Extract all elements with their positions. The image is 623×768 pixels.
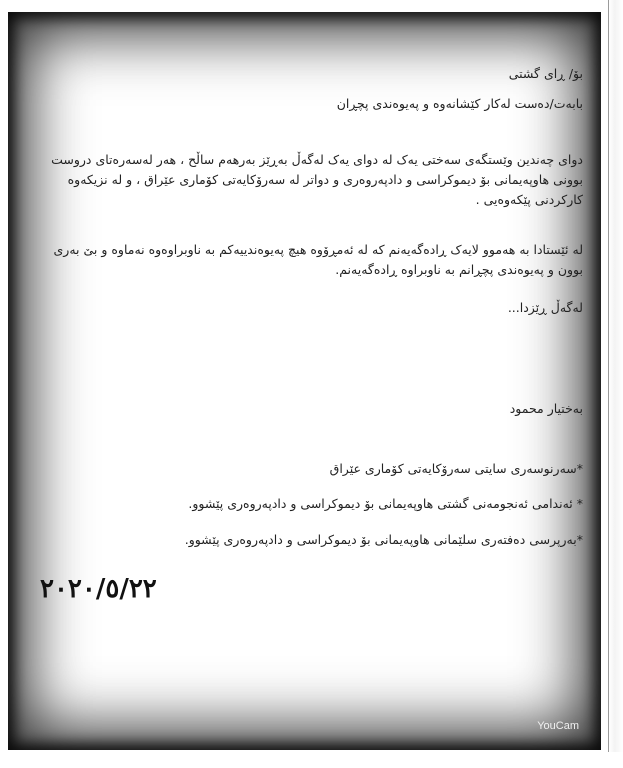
signer-title-3: *بەرپرسی دەفتەری سلێمانی هاوپەیمانی بۆ دیموکراسی و دادپەروەری پێشوو. (184, 532, 583, 547)
page-edge (608, 0, 623, 768)
letter-date: ٢٠٢٠/٥/٢٢ (40, 574, 157, 604)
letter-recipient: بۆ/ ڕای گشتی (508, 66, 583, 81)
signer-title-2: * ئەندامی ئەنجومەنی گشتی هاوپەیمانی بۆ دیموکراسی و دادپەروەری پێشوو. (188, 496, 583, 511)
letter-paragraph-1: دوای چەندین وێستگەی سەختی یەک لە دوای یەک لەگەڵ بەڕێز بەرهەم ساڵح ، هەر لەسەرەتای دروست بوونی هاوپەیمانی بۆ دیموکراسی و دادپەروەری و دواتر لە سەرۆکایەتی کۆماری عێراق ، و لە نزیکەوە کارکردنی پێکەوەیی . (51, 152, 583, 207)
page-bottom-margin (0, 752, 623, 768)
letter-paragraph-2: لە ئێستادا بە هەموو لایەک ڕادەگەیەنم کە لە ئەمڕۆوە هیچ پەیوەندییەکم بە ناوبراوەوە نەماوە و بێ بەری بوون و پەیوەندی پچڕانم بە ناوبراوە ڕادەگەیەنم. (53, 242, 583, 277)
signer-name: بەختیار محمود (509, 401, 583, 416)
letter-closing: لەگەڵ ڕێزدا... (507, 300, 583, 315)
youcam-watermark: YouCam (537, 720, 579, 732)
signer-title-1: *سەرنوسەری سایتی سەرۆکایەتی کۆماری عێراق (329, 461, 583, 476)
letter-sheet (8, 12, 601, 750)
letter-subject: بابەت/دەست لەکار کێشانەوە و پەیوەندی پچڕان (336, 96, 583, 111)
